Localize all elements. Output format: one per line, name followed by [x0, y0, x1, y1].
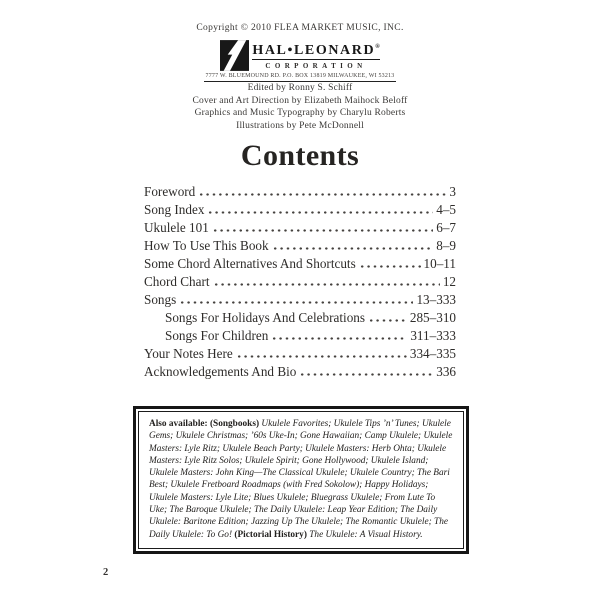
credit-edited: Edited by Ronny S. Schiff — [247, 83, 353, 93]
toc-pages: 8–9 — [436, 238, 456, 253]
also-available-text — [138, 411, 464, 549]
toc-pages: 6–7 — [436, 220, 456, 235]
publisher-logo-row — [220, 40, 379, 71]
toc-label: Ukulele 101 — [144, 220, 209, 235]
toc-row-chord-chart — [144, 274, 456, 292]
toc-pages: 13–333 — [416, 292, 456, 307]
dot-leader — [213, 283, 440, 286]
toc-label: Some Chord Alternatives And Shortcuts — [144, 256, 356, 271]
toc-row-how-to-use — [144, 238, 456, 256]
toc-row-acknowledgements — [144, 364, 456, 382]
toc-row-your-notes — [144, 346, 456, 364]
publisher-name — [252, 40, 379, 60]
publisher-address: 7777 W. BLUEMOUND RD. P.O. BOX 13819 MILWAUKEE, WI 53213 — [204, 73, 397, 82]
credit-illustrations: Illustrations by Pete McDonnell — [236, 120, 364, 131]
toc-pages: 12 — [442, 274, 456, 289]
dot-leader — [272, 247, 434, 250]
also-available-label: Also available: — [149, 419, 208, 429]
toc-pages: 10–11 — [423, 256, 456, 271]
toc-label: Your Notes Here — [144, 346, 233, 361]
publisher-name-block — [252, 40, 379, 70]
toc-label: Foreword — [144, 184, 196, 199]
toc-row-chord-alternatives — [144, 256, 456, 274]
toc-pages: 3 — [449, 184, 456, 199]
toc-label: Songs For Holidays And Celebrations — [165, 310, 366, 325]
hal-leonard-logo-icon — [220, 40, 249, 71]
dot-leader — [212, 229, 433, 232]
pictorial-history-label: (Pictorial History) — [234, 529, 307, 540]
toc-row-ukulele-101 — [144, 220, 456, 238]
dot-leader — [299, 373, 433, 376]
toc-label: Song Index — [144, 202, 205, 217]
copyright-line: Copyright © 2010 FLEA MARKET MUSIC, INC. — [196, 23, 404, 33]
toc-label: Chord Chart — [144, 274, 210, 289]
credits-block — [0, 82, 600, 132]
also-available-box — [133, 406, 469, 554]
toc-row-songs-children — [144, 328, 456, 346]
credit-cover: Cover and Art Direction by Elizabeth Maihock Beloff — [192, 95, 408, 106]
publisher-name-text: HAL•LEONARD — [252, 43, 376, 58]
page-number: 2 — [103, 567, 109, 578]
songbooks-label: (Songbooks) — [209, 419, 260, 429]
toc-label: How To Use This Book — [144, 238, 269, 253]
publisher-corporation: CORPORATION — [265, 61, 367, 70]
toc-label: Songs For Children — [165, 328, 269, 343]
dot-leader — [359, 265, 421, 268]
toc-pages: 4–5 — [436, 202, 456, 217]
dot-leader — [271, 337, 407, 340]
toc-label: Acknowledgements And Bio — [144, 364, 297, 379]
toc-pages: 334–335 — [409, 346, 456, 361]
dot-leader — [368, 319, 407, 322]
toc-row-foreword — [144, 184, 456, 202]
toc-row-songs — [144, 292, 456, 310]
credit-graphics: Graphics and Music Typography by Charylu Roberts — [194, 108, 406, 119]
table-of-contents — [144, 184, 456, 382]
publisher-logo-block — [0, 40, 600, 82]
toc-pages: 336 — [436, 364, 456, 379]
toc-row-song-index — [144, 202, 456, 220]
songbooks-list: Ukulele Favorites; Ukulele Tips ’n’ Tunes; Ukulele Gems; Ukulele Christmas; ’60s Uke-In; Gone Hawaiian; Camp Ukulele; Ukulele Masters: Lyle Ritz; Ukulele Beach Party; Ukulele Masters: Herb Ohta; Ukulele Masters: Lyle Ritz Solos; Ukulele Spirit; Gone Hollywood; Ukulele Island; Ukulele Masters: John King—The Classical Ukulele; Ukulele Country; The Bari Best; Ukulele Fretboard Roadmaps (with Fred Sokolow); Happy Holidays; Ukulele Masters: Lyle Lite; Blues Ukulele; Bluegrass Ukulele; From Lute To Uke; The Baroque Ukulele; The Daily Ukulele: Leap Year Edition; The Daily Ukulele: Baritone Edition; Jazzing Up The Ukulele; The Romantic Ukulele; The Daily Ukulele: To Go! — [149, 419, 453, 540]
toc-pages: 285–310 — [409, 310, 456, 325]
toc-row-songs-holidays — [144, 310, 456, 328]
toc-pages: 311–333 — [410, 328, 456, 343]
dot-leader — [198, 193, 446, 196]
toc-label: Songs — [144, 292, 177, 307]
page-title: Contents — [240, 139, 360, 172]
dot-leader — [207, 211, 433, 214]
registered-mark: ® — [375, 44, 380, 50]
dot-leader — [236, 355, 407, 358]
pictorial-history-title: The Ukulele: A Visual History. — [309, 529, 423, 540]
dot-leader — [179, 301, 413, 304]
